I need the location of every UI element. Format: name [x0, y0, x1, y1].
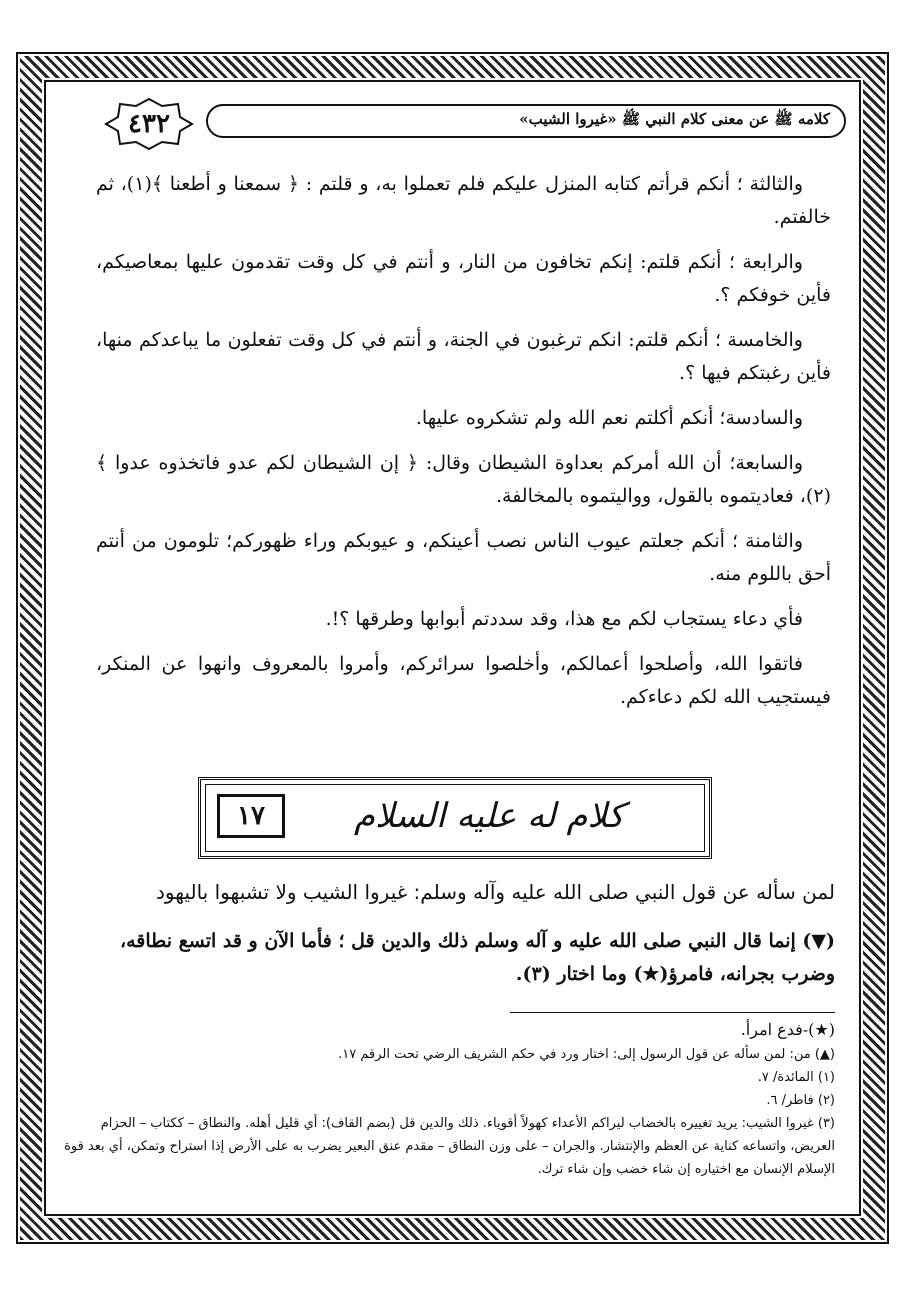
- footnote-3: (٣) غيروا الشيب: يريد تغييره بالخضاب ليراكم الأعداء كهولاً أقوياء. ذلك والدين قل (بضم القاف): أي قليل أهله. والنطاق – ككتاب – الحزام العريض، واتساعه كناية عن العظم والإنتشار. والجران – على وزن النطاق – مقدم عنق البعير يضرب به على الأرض إذا استراح وتمكن، أي بعد قوة الإسلام الإنسان مع اختياره إن شاء خضب وإن شاء ترك.: [64, 1116, 835, 1177]
- section-title: كلام له عليه السلام: [353, 796, 625, 836]
- sermon-text: (▼) إنما قال النبي صلى الله عليه و آله وسلم ذلك والدين قل ؛ فأما الآن و قد اتسع نطاقه، وضرب بجرانه، فامرؤ(★) وما اختار (٣).: [119, 930, 835, 985]
- paragraph-question: فأي دعاء يستجاب لكم مع هذا، وقد سددتم أبوابها وطرقها ؟!.: [325, 608, 803, 630]
- sermon-intro: لمن سأله عن قول النبي صلى الله عليه وآله وسلم: غيروا الشيب ولا تشبهوا باليهود: [156, 880, 835, 904]
- paragraph-fourth: والرابعة ؛ أنكم قلتم: إنكم تخافون من النار، و أنتم في كل وقت تقدمون عليها بمعاصيكم، فأين خوفكم ؟.: [96, 251, 831, 306]
- paragraph-sixth: والسادسة؛ أنكم أكلتم نعم الله ولم تشكروه عليها.: [415, 407, 803, 429]
- section-number: ١٧: [217, 794, 285, 838]
- page-number: ٤٣٢: [128, 109, 170, 139]
- main-text: [96, 168, 831, 726]
- footnotes: [60, 1018, 835, 1181]
- page-number-badge: [104, 98, 194, 150]
- footnote-2: (٢) فاطر/ ٦.: [766, 1093, 835, 1108]
- paragraph-eighth: والثامنة ؛ أنكم جعلتم عيوب الناس نصب أعينكم، و عيوبكم وراء ظهوركم؛ تلومون من أنتم أحق باللوم منه.: [96, 530, 831, 585]
- paragraph-third: والثالثة ؛ أنكم قرأتم كتابه المنزل عليكم فلم تعملوا به، و قلتم : ﴿ سمعنا و أطعنا ﴾(١)، ثم خالفتم.: [96, 173, 831, 228]
- paragraph-fifth: والخامسة ؛ أنكم قلتم: انكم ترغبون في الجنة، و أنتم في كل وقت تفعلون ما يباعدكم منها، فأين رغبتكم فيها ؟.: [96, 329, 831, 384]
- running-title: كلامه ﷺ عن معنى كلام النبي ﷺ «غيروا الشيب»: [206, 104, 846, 138]
- footnote-source: (▲) من: لمن سأله عن قول الرسول إلى: اختار ورد في حكم الشريف الرضي تحت الرقم ١٧.: [338, 1047, 835, 1062]
- paragraph-seventh: والسابعة؛ أن الله أمركم بعداوة الشيطان وقال: ﴿ إن الشيطان لكم عدو فاتخذوه عدوا ﴾(٢)، فعاديتموه بالقول، وواليتموه بالمخالفة.: [96, 452, 831, 507]
- footnote-star: (★)-فدع امرأ.: [740, 1020, 835, 1039]
- section-banner: [198, 777, 712, 859]
- footnote-1: (١) المائدة/ ٧.: [757, 1070, 835, 1085]
- footnote-divider: [510, 1012, 835, 1013]
- paragraph-conclusion: فاتقوا الله، وأصلحوا أعمالكم، وأخلصوا سرائركم، وأمروا بالمعروف وانهوا عن المنكر، فيستجيب الله لكم دعاءكم.: [96, 653, 831, 708]
- page-header: [56, 96, 856, 156]
